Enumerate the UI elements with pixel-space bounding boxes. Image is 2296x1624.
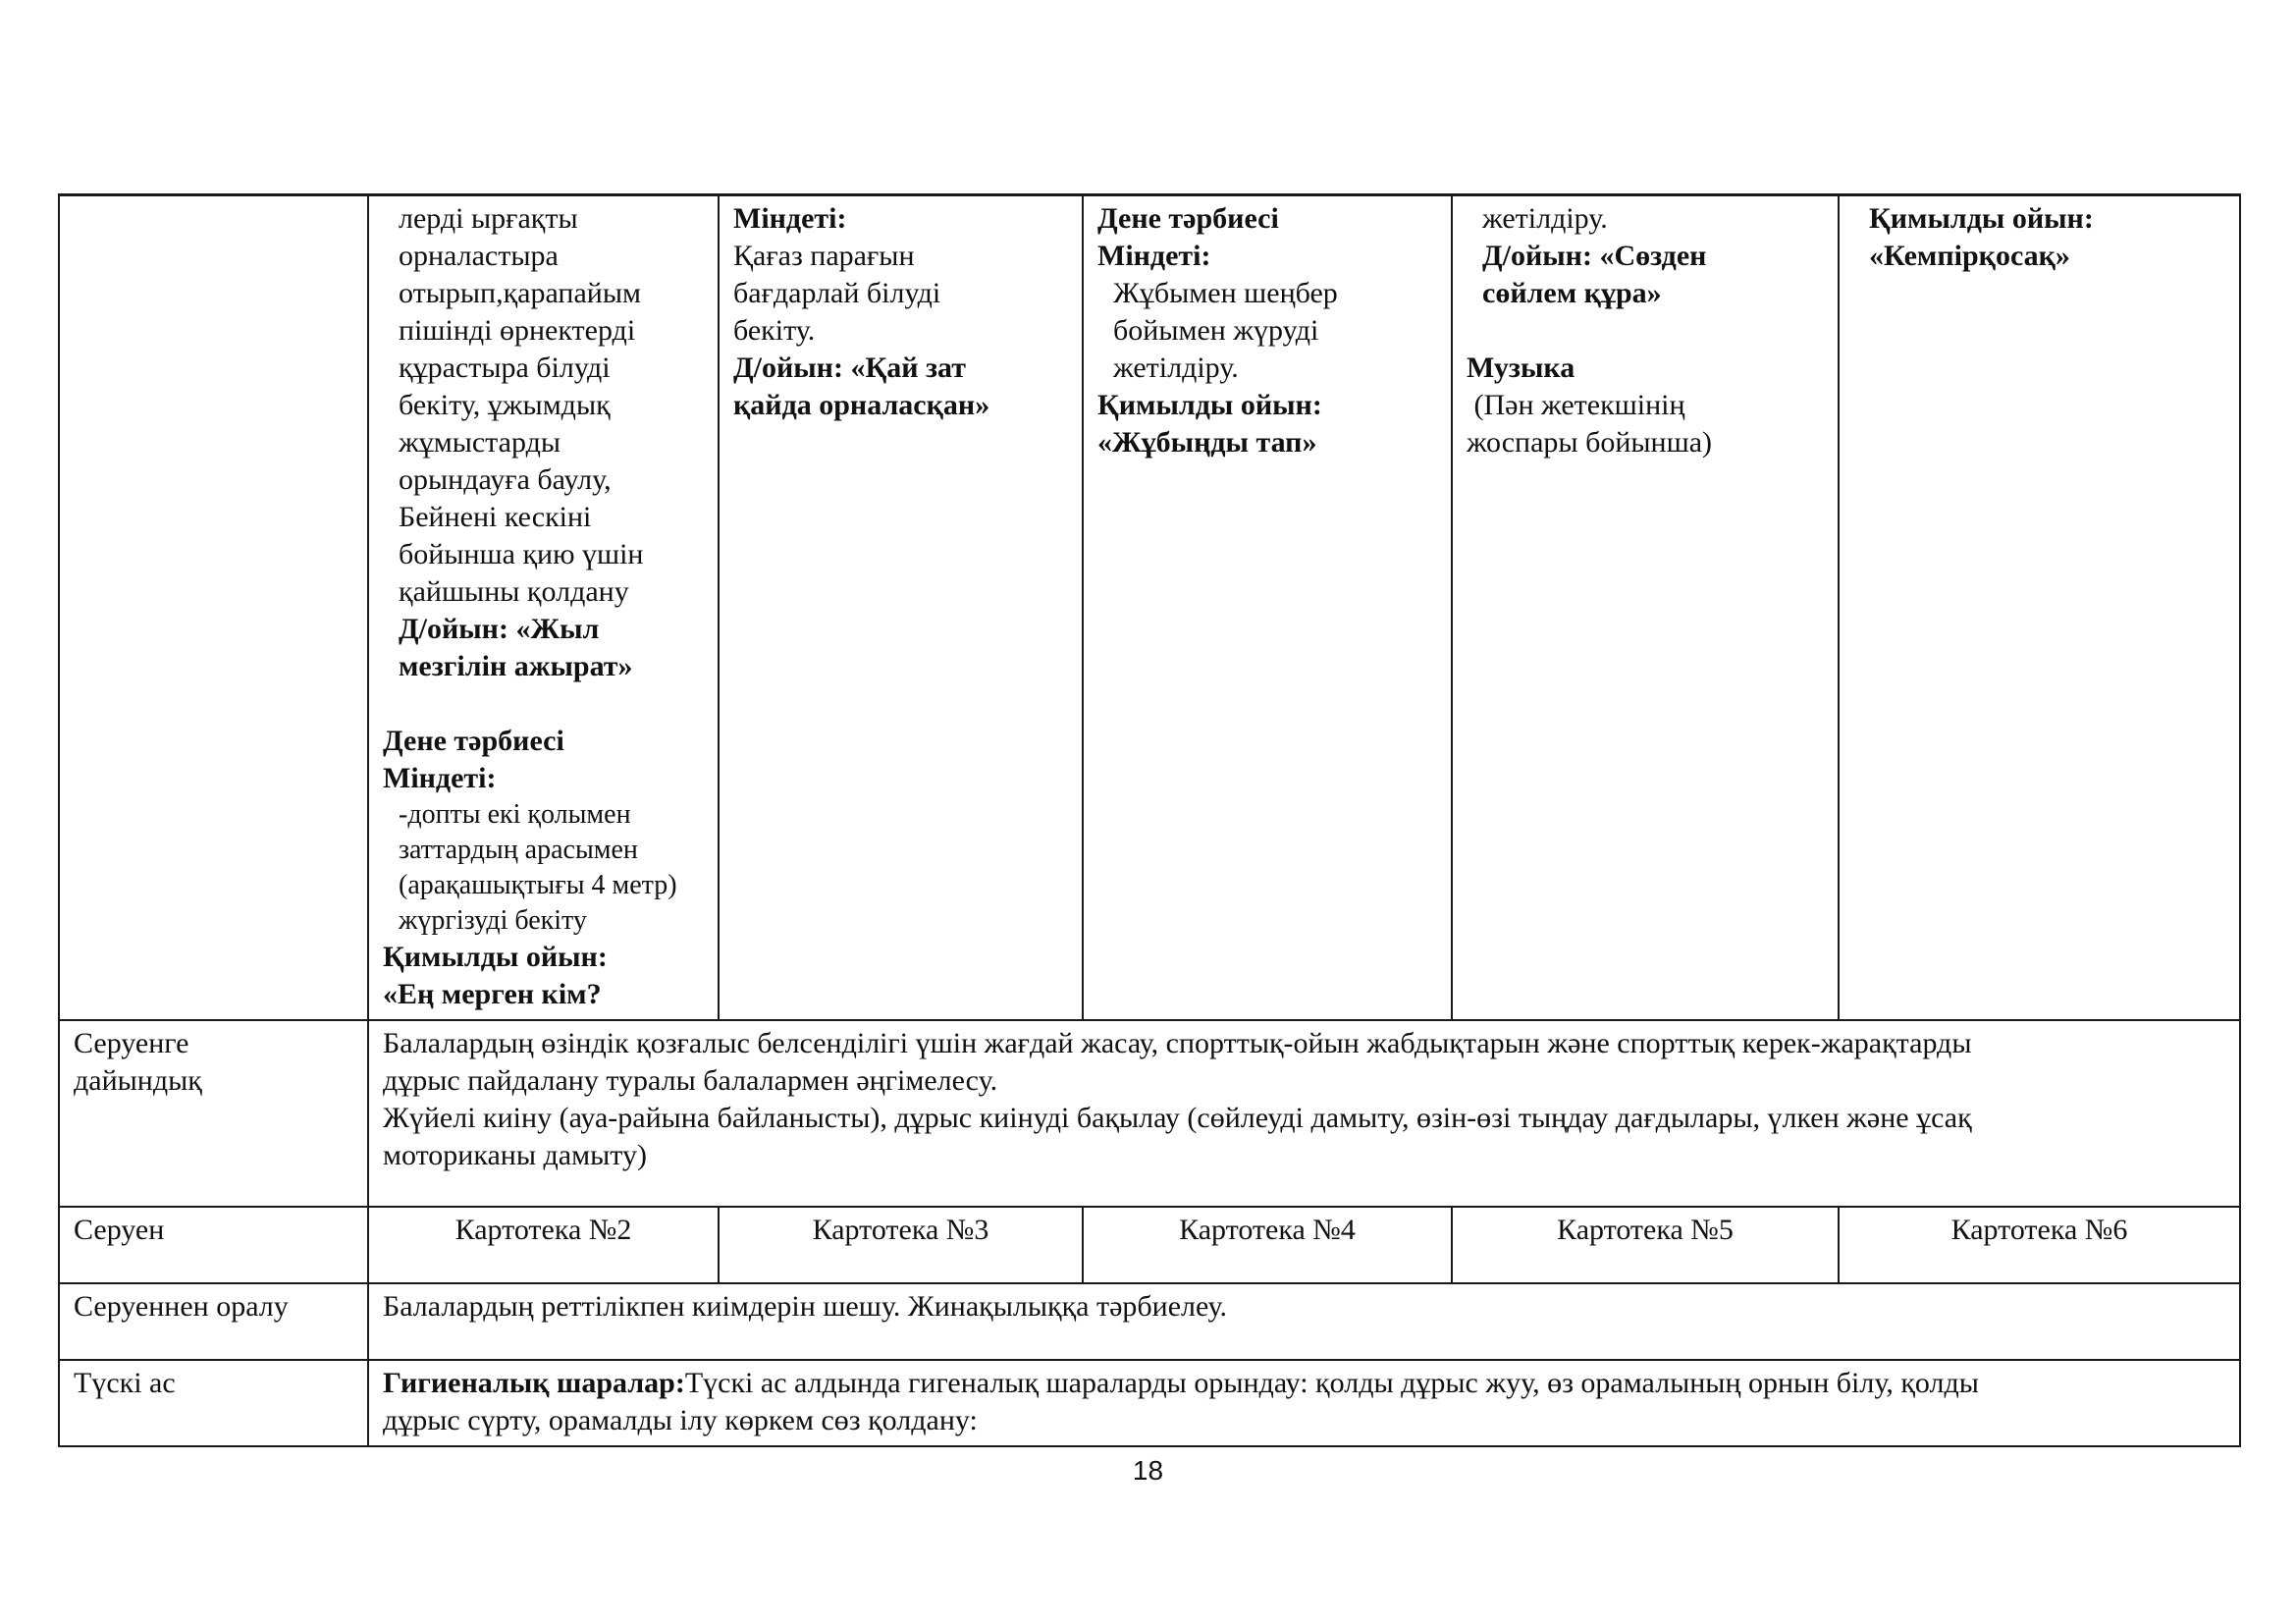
- col3-task: Міндеті:: [1097, 240, 1211, 272]
- col1-line: қайшыны қолдану: [399, 575, 629, 608]
- schedule-table: [58, 193, 2241, 1447]
- lesson-row-label-cell: [59, 195, 368, 1021]
- col2-didactic-game: Д/ойын: «Қай зат: [733, 352, 967, 384]
- col2-didactic-game: қайда орналасқан»: [733, 389, 990, 421]
- col1-line: бойынша қию үшін: [399, 538, 644, 570]
- col1-line: жұмыстарды: [399, 426, 561, 459]
- walk-prep-text-line: моториканы дамыту): [383, 1139, 647, 1171]
- walk-prep-label: [59, 1020, 368, 1207]
- col3-line: жетілдіру.: [1113, 352, 1239, 384]
- col4-didactic-game: Д/ойын: «Сөзден: [1482, 240, 1707, 272]
- col5-active-game: Қимылды ойын:: [1869, 202, 2094, 235]
- walk-return-row: [59, 1283, 2240, 1360]
- lesson-cell-col3: [1083, 195, 1452, 1021]
- lunch-row: [59, 1360, 2240, 1446]
- walk-row: [59, 1207, 2240, 1283]
- walk-card: Картотека №5: [1452, 1207, 1839, 1283]
- walk-prep-label-line: Серуенге: [74, 1027, 189, 1059]
- col1-line: құрастыра білуді: [399, 352, 611, 384]
- lesson-cell-col5: [1839, 195, 2240, 1021]
- col1-pe-task: Міндеті:: [383, 762, 497, 794]
- col1-pe-line: (арақашықтығы 4 метр): [399, 870, 677, 900]
- col1-pe-line: -допты екі қолымен: [399, 799, 631, 830]
- col1-line: отырып,қарапайым: [399, 277, 641, 309]
- col3-line: Жұбымен шеңбер: [1113, 277, 1338, 309]
- lesson-cell-col4: [1452, 195, 1839, 1021]
- walk-card: Картотека №6: [1839, 1207, 2240, 1283]
- walk-card: Картотека №3: [719, 1207, 1083, 1283]
- lunch-label: Түскі ас: [59, 1360, 368, 1446]
- col1-pe-line: жүргізуді бекіту: [399, 905, 587, 936]
- col1-line: пішінді өрнектерді: [399, 314, 636, 347]
- col3-line: бойымен жүруді: [1113, 314, 1319, 347]
- col1-active-game: «Ең мерген кім?: [383, 978, 602, 1010]
- walk-prep-text-line: Жүйелі киіну (ауа-райына байланысты), дұрыс киінуді бақылау (сөйлеуді дамыту, өзін-өзі тыңдау дағдылары, үлкен және ұсақ: [383, 1102, 1972, 1134]
- col1-didactic-game: Д/ойын: «Жыл: [399, 613, 600, 645]
- lunch-text-line: Түскі ас алдында гигеналық шараларды орындау: қолды дұрыс жуу, өз орамалының орнын білу, қолды: [684, 1367, 1979, 1399]
- col4-didactic-game: сөйлем құра»: [1482, 277, 1662, 309]
- col1-line: орындауға баулу,: [399, 463, 612, 496]
- col1-line: орналастыра: [399, 240, 559, 272]
- walk-prep-text-line: дұрыс пайдалану туралы балалармен әңгімелесу.: [383, 1064, 998, 1097]
- col1-didactic-game: мезгілін ажырат»: [399, 650, 633, 682]
- lesson-cell-col2: [719, 195, 1083, 1021]
- walk-return-label: Серуеннен оралу: [59, 1283, 368, 1360]
- walk-card: Картотека №2: [368, 1207, 719, 1283]
- col3-pe-title: Дене тәрбиесі: [1097, 202, 1279, 235]
- col1-line: лерді ырғақты: [399, 202, 578, 235]
- col4-music-line: жоспары бойынша): [1467, 426, 1713, 459]
- col2-line: бағдарлай білуді: [733, 277, 941, 309]
- col4-music-title: Музыка: [1467, 352, 1575, 384]
- col2-task: Міндеті:: [733, 202, 847, 235]
- col1-active-game: Қимылды ойын:: [383, 941, 608, 973]
- walk-return-text: Балалардың реттілікпен киімдерін шешу. Жинақылыққа тәрбиелеу.: [368, 1283, 2240, 1360]
- walk-label: Серуен: [59, 1207, 368, 1283]
- page-number: 18: [1132, 1455, 1164, 1486]
- walk-prep-label-line: дайындық: [74, 1064, 202, 1097]
- lunch-bold-prefix: Гигиеналық шаралар:: [383, 1367, 685, 1399]
- walk-card: Картотека №4: [1083, 1207, 1452, 1283]
- lesson-row: [59, 195, 2240, 1021]
- lesson-cell-col1: [368, 195, 719, 1021]
- col1-line: Бейнені кескіні: [399, 501, 592, 533]
- col4-line: жетілдіру.: [1482, 202, 1608, 235]
- walk-prep-text: [368, 1020, 2240, 1207]
- col4-music-line: (Пән жетекшінің: [1467, 389, 1685, 421]
- col3-active-game: Қимылды ойын:: [1097, 389, 1322, 421]
- walk-prep-row: [59, 1020, 2240, 1207]
- col5-active-game: «Кемпірқосақ»: [1869, 240, 2070, 272]
- walk-prep-text-line: Балалардың өзіндік қозғалыс белсенділігі үшін жағдай жасау, спорттық-ойын жабдықтарын және спорттық керек-жарақтарды: [383, 1027, 1972, 1059]
- col3-active-game: «Жұбыңды тап»: [1097, 426, 1317, 459]
- col1-pe-line: заттардың арасымен: [399, 835, 638, 865]
- col2-line: бекіту.: [733, 314, 816, 347]
- lunch-text: [368, 1360, 2240, 1446]
- lunch-text-line: дұрыс сүрту, орамалды ілу көркем сөз қолдану:: [383, 1404, 978, 1436]
- col1-pe-title: Дене тәрбиесі: [383, 725, 564, 757]
- col1-line: бекіту, ұжымдық: [399, 389, 611, 421]
- col2-line: Қағаз парағын: [733, 240, 915, 272]
